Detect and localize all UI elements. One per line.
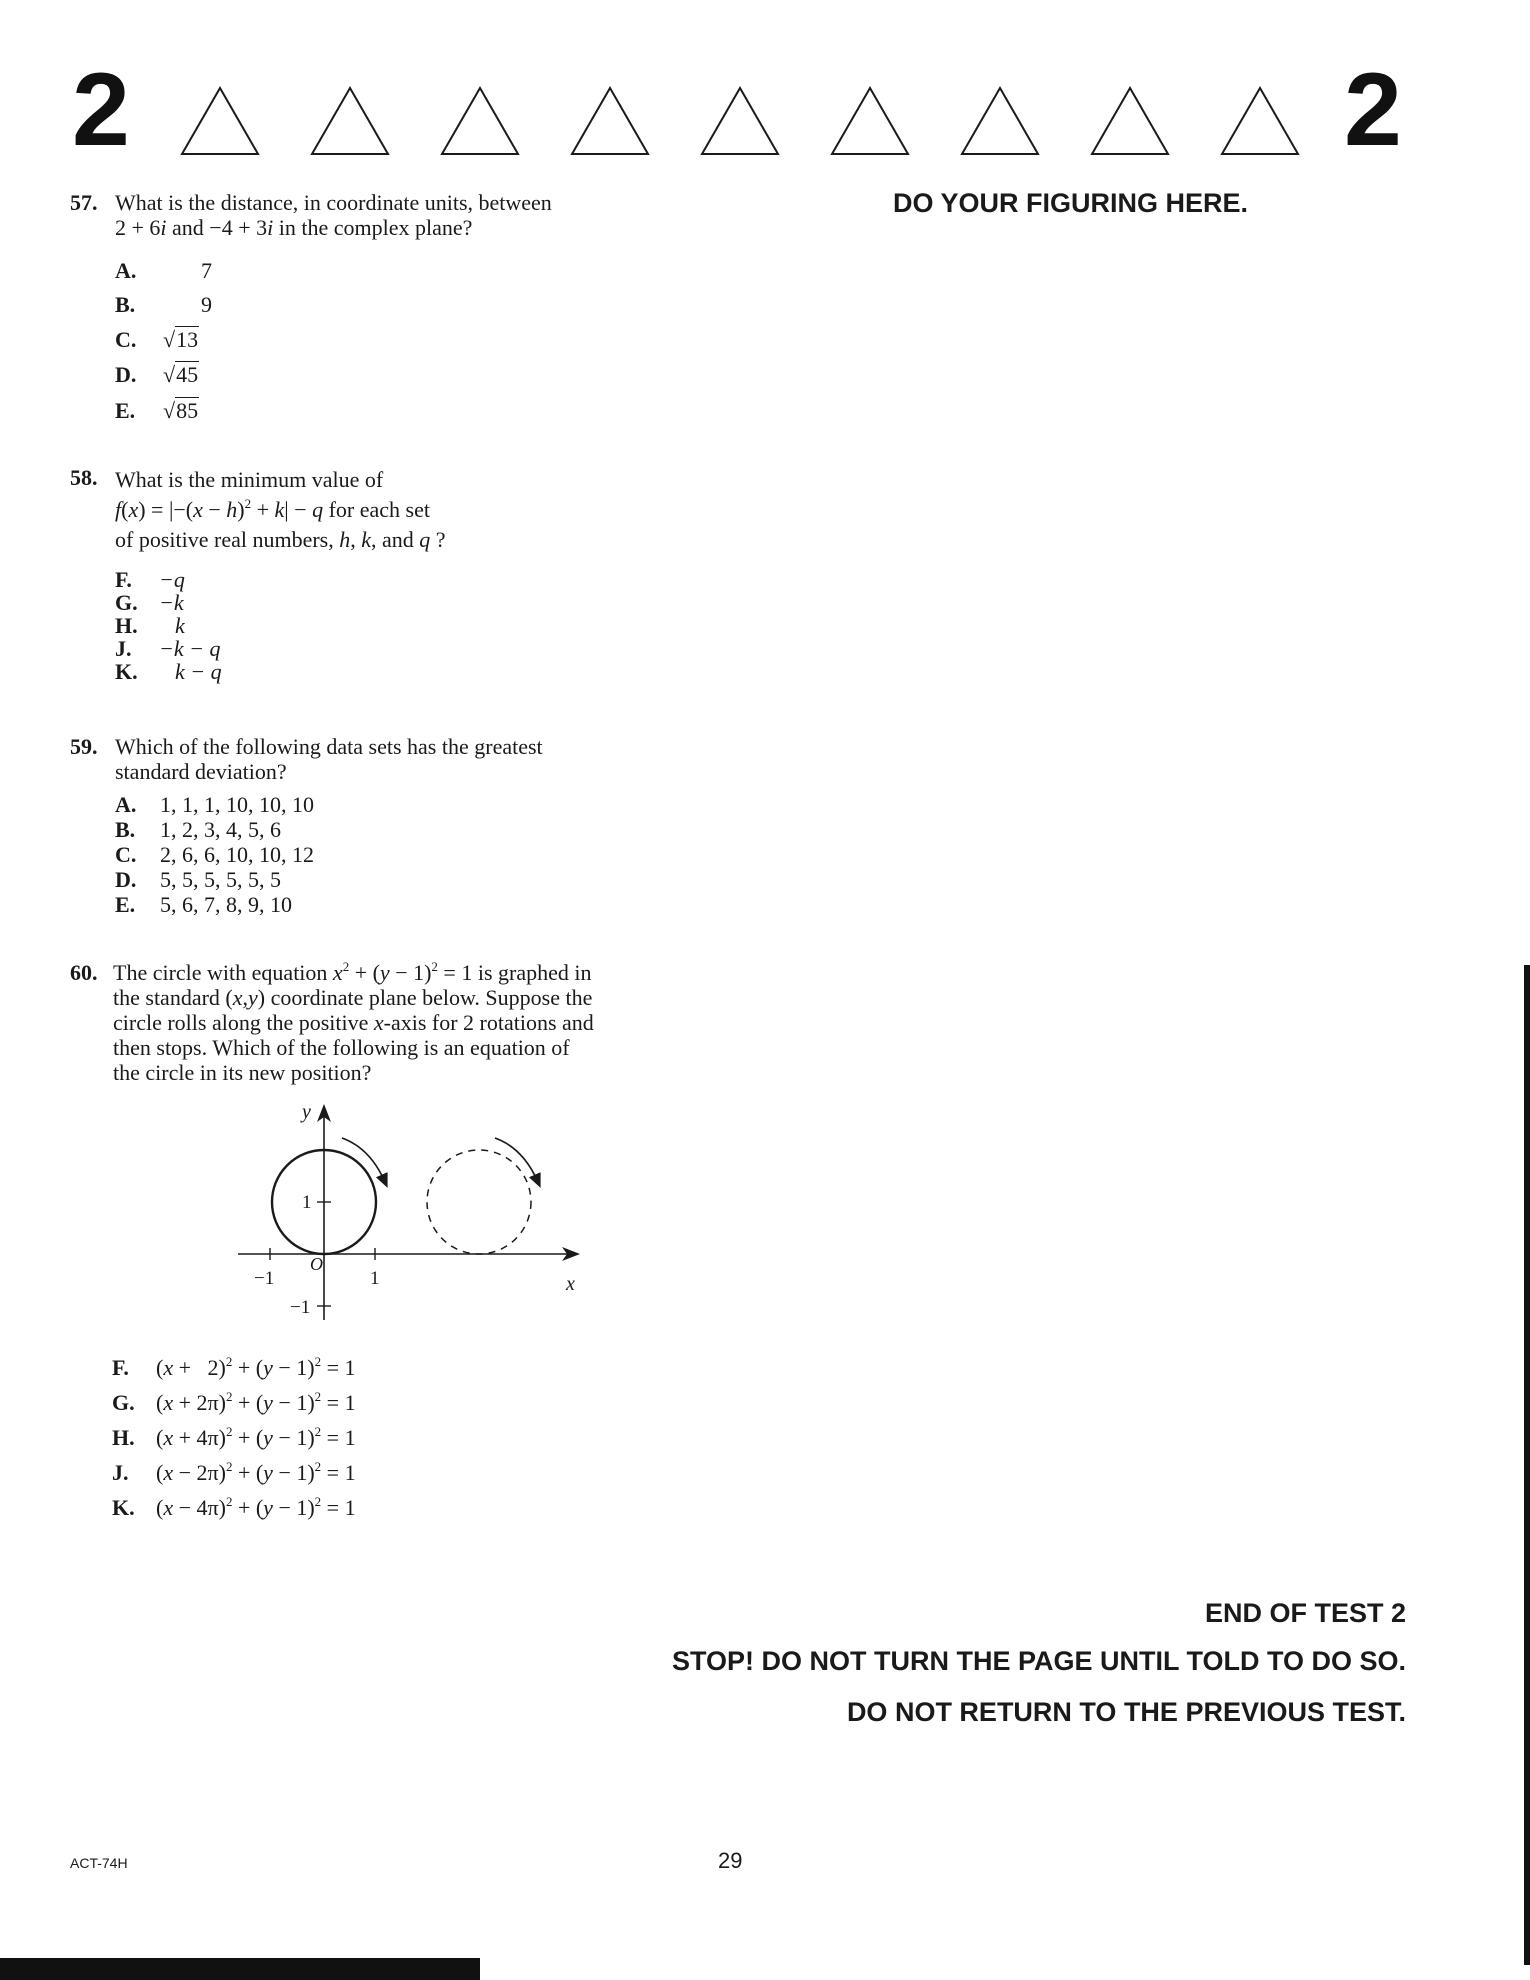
option-letter: J. [115,636,132,661]
option-letter: F. [115,567,132,592]
triangle-outline-icon [1092,88,1168,154]
option-letter: D. [115,362,137,387]
option-60-j[interactable] [112,1459,356,1485]
option-letter: H. [115,613,138,638]
question-59-line-1: Which of the following data sets has the greatest [115,734,543,759]
option-letter: H. [112,1425,135,1450]
option-59-e[interactable] [115,892,292,917]
triangle-outline-icon [1222,88,1298,154]
question-58-text [115,465,535,555]
question-59-text [115,734,715,784]
option-value: 5, 6, 7, 8, 9, 10 [160,892,292,917]
triangle-outline-icon [962,88,1038,154]
option-value: −q [159,567,185,592]
option-58-h[interactable] [115,613,185,638]
option-letter: D. [115,867,137,892]
section-number-right: 2 [1344,52,1402,168]
option-letter: A. [115,792,137,817]
option-59-a[interactable] [115,792,314,817]
section-number-left: 2 [72,52,130,168]
option-letter: F. [112,1355,129,1380]
question-60-line-4: then stops. Which of the following is an equation of [113,1035,570,1060]
question-60-line-3: circle rolls along the positive x-axis for 2 rotations and [113,1010,594,1035]
option-value: −k [159,590,184,615]
figuring-label: DO YOUR FIGURING HERE. [893,188,1249,218]
no-return-instruction: DO NOT RETURN TO THE PREVIOUS TEST. [846,1697,1406,1727]
option-value: $(x + 2)^2 + (y - 1)^2 = 1$ [156,1354,356,1380]
rotation-arrow-icon [342,1138,385,1182]
option-60-k[interactable] [112,1494,356,1520]
option-letter: C. [115,327,137,352]
option-57-d[interactable] [115,362,199,387]
end-of-test-label: END OF TEST 2 [1204,1598,1406,1628]
triangle-outline-icon [702,88,778,154]
page-number: 29 [718,1848,743,1873]
question-57-line-1: What is the distance, in coordinate units, between [115,190,552,215]
option-58-k[interactable] [115,659,222,684]
x-axis-label: x [566,1273,575,1295]
option-60-f[interactable] [112,1354,356,1380]
option-letter: E. [115,398,136,423]
option-letter: C. [115,842,137,867]
stop-instruction: STOP! DO NOT TURN THE PAGE UNTIL TOLD TO DO SO. [671,1646,1406,1676]
question-58-line-2: $f(x) = |-(x - h)^2 + k| - q$ for each set [115,496,430,522]
option-57-e[interactable] [115,398,199,423]
scan-edge-bar [0,1958,480,1980]
option-60-h[interactable] [112,1424,356,1450]
option-value: √45 [163,362,199,387]
option-value: 7 [201,258,212,283]
option-value: 2, 6, 6, 10, 10, 12 [160,842,314,867]
circle-graph-figure [220,1100,600,1320]
question-60-line-1: The circle with equation $x^2 + (y - 1)^2 = 1$ is graphed in [113,959,592,985]
triangle-outline-icon [832,88,908,154]
option-value: k [175,613,185,638]
option-value: 1, 1, 1, 10, 10, 10 [160,792,314,817]
triangle-row [170,86,1330,166]
option-value: √13 [163,327,199,352]
option-60-g[interactable] [112,1389,356,1415]
question-60-text [113,960,709,1085]
question-60-line-5: the circle in its new position? [113,1060,372,1085]
option-58-f[interactable] [115,567,185,592]
question-59-line-2: standard deviation? [115,759,287,784]
tick-label-x-pos: 1 [370,1268,380,1289]
question-59-number: 59. [70,734,98,759]
option-letter: B. [115,817,136,842]
triangle-outline-icon [182,88,258,154]
tick-label-y-neg: −1 [290,1297,311,1318]
tick-label-y-pos: 1 [302,1192,312,1213]
option-value: √85 [163,398,199,423]
option-letter: G. [115,590,138,615]
option-57-a[interactable] [115,258,212,283]
rolled-circle-dashed [427,1150,531,1254]
question-60-line-2: the standard (x,y) coordinate plane below. Suppose the [113,985,593,1010]
option-letter: J. [112,1460,129,1485]
option-value: $(x - 4\pi)^2 + (y - 1)^2 = 1$ [156,1494,356,1520]
option-value: $(x - 2\pi)^2 + (y - 1)^2 = 1$ [156,1459,356,1485]
question-60-number: 60. [70,960,98,985]
question-57-number: 57. [70,190,98,215]
option-value: 5, 5, 5, 5, 5, 5 [160,867,281,892]
option-letter: E. [115,892,136,917]
option-value: k − q [175,659,222,684]
scan-edge-right [1524,965,1530,1965]
option-letter: B. [115,292,136,317]
option-57-c[interactable] [115,327,199,352]
question-58-line-3: of positive real numbers, h, k, and q ? [115,527,446,552]
rotation-arrow-dashed-icon [495,1138,538,1182]
option-59-d[interactable] [115,867,281,892]
option-value: $(x + 4\pi)^2 + (y - 1)^2 = 1$ [156,1424,356,1450]
option-value: $(x + 2\pi)^2 + (y - 1)^2 = 1$ [156,1389,356,1415]
tick-label-x-neg: −1 [254,1268,275,1289]
form-code: ACT-74H [70,1855,128,1871]
y-axis-label: y [302,1101,311,1123]
option-letter: A. [115,258,137,283]
option-59-c[interactable] [115,842,314,867]
option-letter: G. [112,1390,135,1415]
triangle-outline-icon [572,88,648,154]
question-58-number: 58. [70,465,98,490]
option-59-b[interactable] [115,817,281,842]
option-letter: K. [112,1495,135,1520]
option-letter: K. [115,659,138,684]
origin-label: O [310,1254,323,1274]
option-58-j[interactable] [115,636,221,661]
triangle-outline-icon [442,88,518,154]
question-58-line-1: What is the minimum value of [115,467,384,492]
question-57-text [115,190,715,240]
option-value: 9 [201,292,212,317]
question-57-line-2: 2 + 6i and −4 + 3i in the complex plane? [115,215,473,240]
option-58-g[interactable] [115,590,184,615]
option-value: 1, 2, 3, 4, 5, 6 [160,817,281,842]
option-57-b[interactable] [115,292,212,317]
option-value: −k − q [159,636,221,661]
triangle-outline-icon [312,88,388,154]
